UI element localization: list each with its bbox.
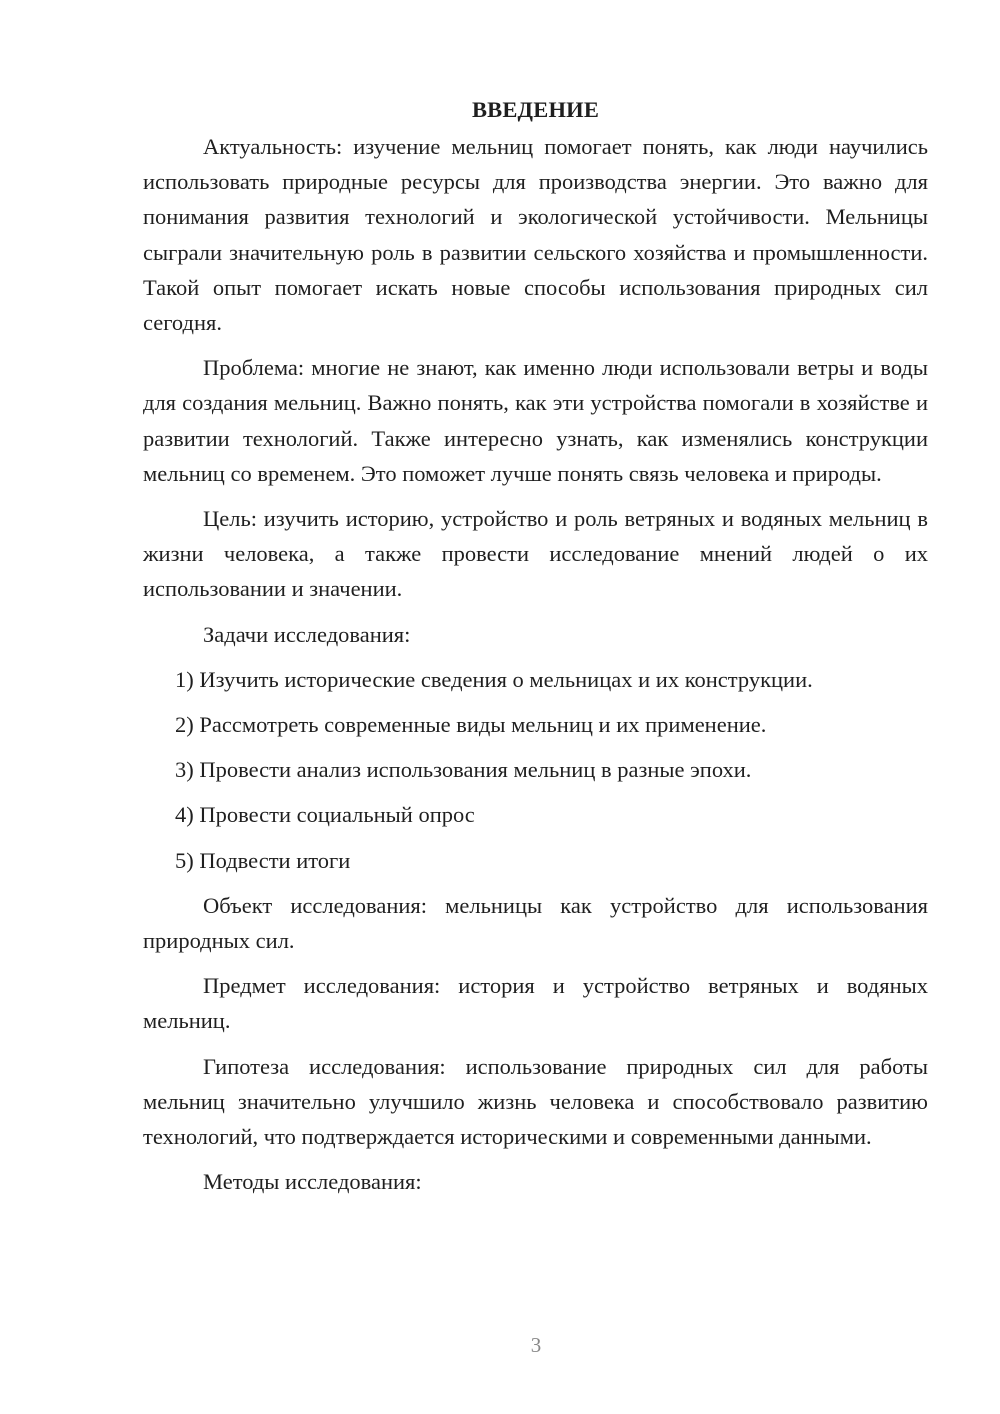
relevance-paragraph: Актуальность: изучение мельниц помогает понять, как люди научились использовать природные ресурсы для производства энергии. Это важно для понимания развития технологий и экологической устойчивости. Мельницы сыграли значительную роль в развитии сельского хозяйства и промышленности. Такой опыт помогает искать новые способы использования природных сил сегодня. [143, 134, 928, 336]
hypothesis-paragraph: Гипотеза исследования: использование природных сил для работы мельниц значительно улучшило жизнь человека и способствовало развитию технологий, что подтверждается историческими и современными данными. [143, 1053, 928, 1150]
methods-heading: Методы исследования: [203, 1169, 422, 1195]
task-list [143, 662, 928, 878]
problem-paragraph: Проблема: многие не знают, как именно люди использовали ветры и воды для создания мельниц. Важно понять, как эти устройства помогали в хозяйстве и развитии технологий. Также интересно узнать, как изменялись конструкции мельниц со временем. Это поможет лучше понять связь человека и природы. [143, 355, 928, 486]
object-paragraph: Объект исследования: мельницы как устройство для использования природных сил. [143, 892, 928, 954]
tasks-heading: Задачи исследования: [203, 621, 411, 647]
subject-paragraph: Предмет исследования: история и устройство ветряных и водяных мельниц. [143, 973, 928, 1034]
list-item: 1) Изучить исторические сведения о мельницах и их конструкции. [175, 666, 813, 692]
list-item: 2) Рассмотреть современные виды мельниц и их применение. [175, 712, 767, 738]
page-content [143, 92, 928, 1199]
page-number: 3 [530, 1333, 542, 1357]
list-item: 5) Подвести итоги [175, 847, 351, 873]
list-item: 3) Провести анализ использования мельниц в разные эпохи. [175, 757, 752, 783]
list-item: 4) Провести социальный опрос [175, 802, 475, 828]
goal-paragraph: Цель: изучить историю, устройство и роль ветряных и водяных мельниц в жизни человека, а также провести исследование мнений людей о их использовании и значении. [143, 506, 928, 602]
page-title: ВВЕДЕНИЕ [471, 97, 600, 122]
